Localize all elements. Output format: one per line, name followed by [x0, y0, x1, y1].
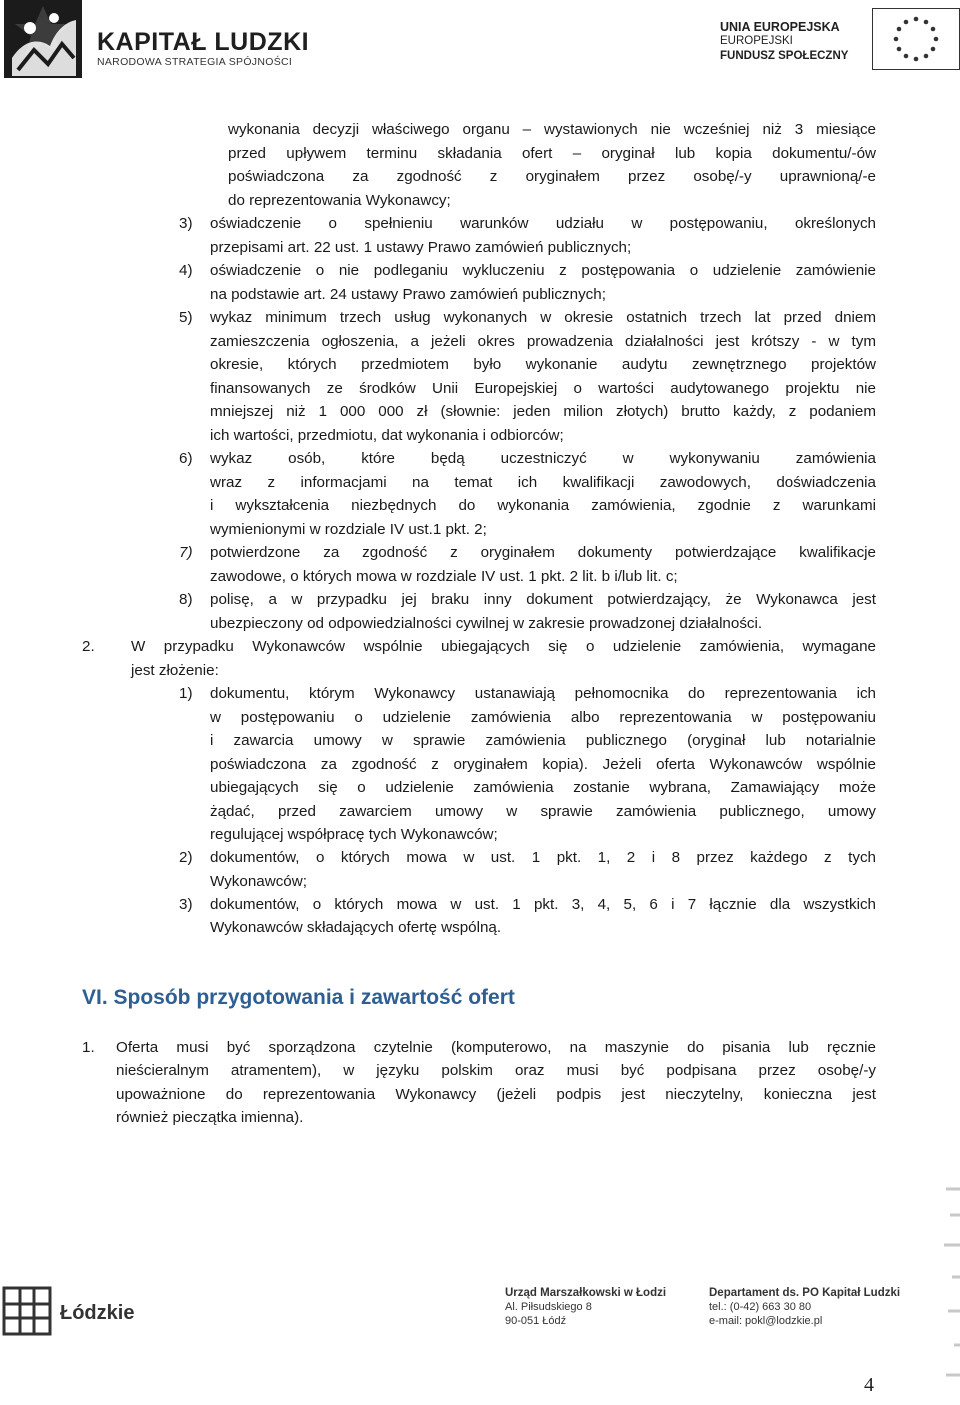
kapital-ludzki-subtitle: NARODOWA STRATEGIA SPÓJNOŚCI — [97, 56, 293, 68]
text-line: w postępowaniu o udzielenie zamówienia albo reprezentowania w postępowaniu — [210, 709, 876, 726]
footer-address-1 — [505, 1286, 666, 1328]
eu-line-1: UNIA EUROPEJSKA — [720, 20, 840, 34]
list-number: 6) — [179, 450, 193, 467]
text-line: upoważnione do reprezentowania Wykonawcy (jeżeli podpis jest nieczytelny, konieczna jest — [116, 1086, 876, 1103]
text-line: zawodowe, o których mowa w rozdziale IV ust. 1 pkt. 2 lit. b i/lub lit. c; — [210, 568, 678, 585]
text-line: ich wartości, przedmiotu, dat wykonania i odbiorców; — [210, 427, 564, 444]
list-number: 2) — [179, 849, 193, 866]
text-line: oświadczenie o spełnieniu warunków udziału w postępowaniu, określonych — [210, 215, 876, 232]
text-line: przepisami art. 22 ust. 1 ustawy Prawo zamówień publicznych; — [210, 239, 632, 256]
text-line: ubiegających się o udzielenie zamówienia zostanie wybrana, Zamawiający może — [210, 779, 876, 796]
kapital-ludzki-title: KAPITAŁ LUDZKI — [97, 28, 310, 56]
text-line: mniejszej niż 1 000 000 zł (słownie: jeden milion złotych) brutto każdy, z podaniem — [210, 403, 876, 420]
footer-office-city: 90-051 Łódź — [505, 1315, 567, 1327]
text-line: i wykształcenia niezbędnych do wykonania zamówienia, zgodnie z warunkami — [210, 497, 876, 514]
eu-logo-text — [720, 20, 849, 64]
text-line: dokumentów, o których mowa w ust. 1 pkt. 3, 4, 5, 6 i 7 łącznie dla wszystkich — [210, 896, 876, 913]
text-line: wymienionymi w rozdziale IV ust.1 pkt. 2; — [210, 521, 487, 538]
kapital-ludzki-emblem-icon — [4, 0, 82, 78]
text-line: wykonania decyzji właściwego organu – wystawionych nie wcześniej niż 3 miesiące — [228, 121, 876, 138]
footer-address-2 — [709, 1286, 900, 1328]
text-line: jest złożenie: — [131, 662, 219, 679]
decorative-dashes-icon — [940, 1185, 960, 1405]
lodzkie-logo — [0, 1284, 140, 1344]
text-line: regulującej współpracę tych Wykonawców; — [210, 826, 498, 843]
text-line: wykaz minimum trzech usług wykonanych w okresie ostatnich trzech lat przed dniem — [210, 309, 876, 326]
text-line: W przypadku Wykonawców wspólnie ubiegających się o udzielenie zamówienia, wymagane — [131, 638, 876, 655]
text-line: żądać, przed zawarciem umowy w sprawie zamówienia publicznego, umowy — [210, 803, 876, 820]
list-number: 3) — [179, 896, 193, 913]
lodzkie-name: Łódzkie — [60, 1302, 135, 1324]
footer-office-title: Urząd Marszałkowski w Łodzi — [505, 1287, 667, 1299]
text-line: do reprezentowania Wykonawcy; — [228, 192, 451, 209]
list-number: 5) — [179, 309, 193, 326]
text-line: na podstawie art. 24 ustawy Prawo zamówień publicznych; — [210, 286, 606, 303]
eu-flag-icon — [872, 8, 960, 70]
list-number: 4) — [179, 262, 193, 279]
list-number: 3) — [179, 215, 193, 232]
footer-department-title: Departament ds. PO Kapitał Ludzki — [709, 1287, 901, 1299]
list-number: 1) — [179, 685, 193, 702]
text-line: nieścieralnym atramentem), w języku polskim oraz musi być podpisana przez osobę/-y — [116, 1062, 876, 1079]
paragraph-number: 1. — [82, 1039, 95, 1056]
eu-line-3: FUNDUSZ SPOŁECZNY — [720, 50, 849, 62]
text-line: ubezpieczony od odpowiedzialności cywilnej w zakresie prowadzonej działalności. — [210, 615, 763, 632]
list-number: 7) — [179, 544, 193, 561]
text-line: oświadczenie o nie podleganiu wykluczeniu z postępowania o udzielenie zamówienie — [210, 262, 876, 279]
lodzkie-emblem-icon — [2, 1286, 52, 1336]
footer-office-street: Al. Piłsudskiego 8 — [505, 1301, 592, 1313]
text-line: Wykonawców; — [210, 873, 307, 890]
text-line: wykaz osób, które będą uczestniczyć w wykonywaniu zamówienia — [210, 450, 876, 467]
list-number: 8) — [179, 591, 193, 608]
text-line: dokumentu, którym Wykonawcy ustanawiają pełnomocnika do reprezentowania ich — [210, 685, 876, 702]
text-line: Wykonawców składających ofertę wspólną. — [210, 919, 502, 936]
paragraph-number: 2. — [82, 638, 95, 655]
page-number: 4 — [864, 1374, 874, 1396]
text-line: poświadczona za zgodność z oryginałem przez osobę/-y uprawnioną/-e — [228, 168, 876, 185]
eu-line-2: EUROPEJSKI — [720, 35, 793, 47]
text-line: okresie, których przedmiotem było wykonanie audytu zewnętrznego projektów — [210, 356, 876, 373]
text-line: finansowanych ze środków Unii Europejskiej o wartości audytowanego projektu nie — [210, 380, 876, 397]
section-title: VI. Sposób przygotowania i zawartość ofert — [82, 986, 515, 1009]
text-line: polisę, a w przypadku jej braku inny dokument potwierdzający, że Wykonawca jest — [210, 591, 876, 608]
text-line: przed upływem terminu składania ofert – oryginał lub kopia dokumentu/-ów — [228, 145, 876, 162]
footer-department-phone: tel.: (0-42) 663 30 80 — [709, 1301, 812, 1313]
text-line: poświadczona za zgodność z oryginałem kopia). Jeżeli oferta Wykonawców wspólnie — [210, 756, 876, 773]
text-line: i zawarcia umowy w sprawie zamówienia publicznego (oryginał lub notarialnie — [210, 732, 876, 749]
footer-department-email: e-mail: pokl@lodzkie.pl — [709, 1315, 823, 1327]
text-line: potwierdzone za zgodność z oryginałem dokumenty potwierdzające kwalifikacje — [210, 544, 876, 561]
text-line: zamieszczenia ogłoszenia, a jeżeli okres prowadzenia działalności jest krótszy - w tym — [210, 333, 876, 350]
kapital-ludzki-logo — [0, 0, 310, 82]
text-line: wraz z informacjami na temat ich kwalifikacji zawodowych, doświadczenia — [210, 474, 876, 491]
text-line: dokumentów, o których mowa w ust. 1 pkt. 1, 2 i 8 przez każdego z tych — [210, 849, 876, 866]
text-line: Oferta musi być sporządzona czytelnie (komputerowo, na maszynie do pisania lub ręcznie — [116, 1039, 876, 1056]
eu-logo — [720, 8, 960, 78]
text-line: również pieczątka imienna). — [116, 1109, 304, 1126]
